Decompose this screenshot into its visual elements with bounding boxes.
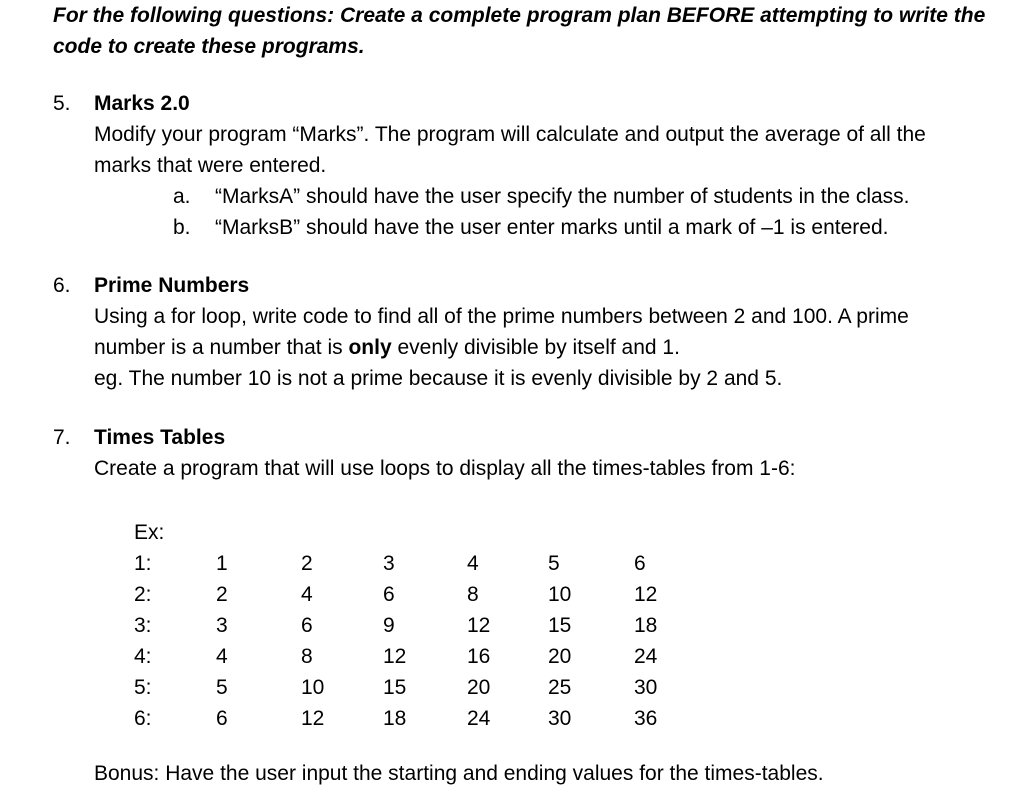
body-text: evenly divisible by itself and 1. bbox=[391, 336, 680, 359]
table-row bbox=[134, 610, 674, 641]
sub-item-letter: b. bbox=[173, 216, 191, 239]
table-cell: 6 bbox=[216, 707, 228, 730]
table-cell: 8 bbox=[301, 645, 313, 668]
table-cell: 20 bbox=[548, 645, 572, 668]
question-5-heading bbox=[53, 88, 1018, 119]
table-cell: 12 bbox=[383, 645, 407, 668]
table-cell: 5: bbox=[134, 676, 152, 699]
table-cell: 36 bbox=[634, 707, 658, 730]
body-line: Modify your program “Marks”. The program will calculate and output the average of all the bbox=[94, 123, 926, 146]
sub-item-text: “MarksA” should have the user specify the number of students in the class. bbox=[215, 185, 910, 208]
table-cell: 6 bbox=[634, 552, 646, 575]
question-5-body bbox=[94, 119, 1018, 181]
body-line: eg. The number 10 is not a prime because it is evenly divisible by 2 and 5. bbox=[94, 367, 783, 390]
sub-item-letter: a. bbox=[173, 185, 191, 208]
table-cell: 3 bbox=[383, 552, 395, 575]
table-cell: 10 bbox=[548, 583, 572, 606]
bonus-instruction: Bonus: Have the user input the starting and ending values for the times-tables. bbox=[94, 762, 824, 785]
question-6 bbox=[53, 270, 1018, 394]
question-5 bbox=[53, 88, 1018, 243]
table-cell: 4 bbox=[301, 583, 313, 606]
table-cell: 12 bbox=[467, 614, 491, 637]
question-title: Marks 2.0 bbox=[94, 92, 190, 115]
table-cell: 3: bbox=[134, 614, 152, 637]
table-cell: 25 bbox=[548, 676, 572, 699]
table-row bbox=[134, 672, 674, 703]
question-title: Prime Numbers bbox=[94, 274, 250, 297]
sub-item-text: “MarksB” should have the user enter marks until a mark of –1 is entered. bbox=[215, 216, 889, 239]
table-cell: 3 bbox=[216, 614, 228, 637]
table-cell: 24 bbox=[634, 645, 658, 668]
question-6-body bbox=[94, 301, 1018, 394]
table-cell: 2 bbox=[216, 583, 228, 606]
question-number: 6. bbox=[53, 274, 71, 297]
table-cell: 30 bbox=[548, 707, 572, 730]
table-cell: 15 bbox=[548, 614, 572, 637]
question-title: Times Tables bbox=[94, 426, 226, 449]
table-cell: 5 bbox=[216, 676, 228, 699]
body-line: Create a program that will use loops to display all the times-tables from 1-6: bbox=[94, 457, 796, 480]
emphasis-text: only bbox=[348, 336, 392, 359]
table-row bbox=[134, 579, 674, 610]
question-number: 5. bbox=[53, 92, 71, 115]
table-cell: 12 bbox=[301, 707, 325, 730]
body-line bbox=[94, 332, 1018, 363]
table-cell: 2 bbox=[301, 552, 313, 575]
body-line: Using a for loop, write code to find all of the prime numbers between 2 and 100. A prime bbox=[94, 305, 909, 328]
table-cell: 15 bbox=[383, 676, 407, 699]
table-cell: 30 bbox=[634, 676, 658, 699]
table-cell: 24 bbox=[467, 707, 491, 730]
table-cell: 4 bbox=[467, 552, 479, 575]
sub-item-a bbox=[173, 181, 1018, 212]
question-number: 7. bbox=[53, 426, 71, 449]
table-cell: 6 bbox=[383, 583, 395, 606]
table-row bbox=[134, 641, 674, 672]
table-cell: 4: bbox=[134, 645, 152, 668]
table-cell: 4 bbox=[216, 645, 228, 668]
times-table-example bbox=[134, 517, 674, 734]
question-7-heading bbox=[53, 422, 1018, 453]
table-row bbox=[134, 703, 674, 734]
sub-item-b bbox=[173, 212, 1018, 243]
table-cell: 9 bbox=[383, 614, 395, 637]
table-cell: 2: bbox=[134, 583, 152, 606]
intro-line-2: code to create these programs. bbox=[53, 35, 365, 58]
table-cell: 18 bbox=[383, 707, 407, 730]
question-7-body bbox=[94, 453, 1018, 484]
table-cell: 5 bbox=[548, 552, 560, 575]
table-cell: 16 bbox=[467, 645, 491, 668]
table-row bbox=[134, 548, 674, 579]
table-cell: 10 bbox=[301, 676, 325, 699]
table-cell: 20 bbox=[467, 676, 491, 699]
example-label: Ex: bbox=[134, 521, 165, 544]
table-cell: 1: bbox=[134, 552, 152, 575]
question-6-heading bbox=[53, 270, 1018, 301]
body-line: marks that were entered. bbox=[94, 154, 327, 177]
body-text: number is a number that is bbox=[94, 336, 349, 359]
table-cell: 6 bbox=[301, 614, 313, 637]
table-cell: 6: bbox=[134, 707, 152, 730]
table-cell: 18 bbox=[634, 614, 658, 637]
table-cell: 8 bbox=[467, 583, 479, 606]
intro-line-1: For the following questions: Create a complete program plan BEFORE attempting to write the bbox=[53, 4, 986, 27]
instructions-intro bbox=[53, 0, 1018, 62]
table-cell: 12 bbox=[634, 583, 658, 606]
question-7 bbox=[53, 422, 1018, 484]
table-cell: 1 bbox=[216, 552, 228, 575]
